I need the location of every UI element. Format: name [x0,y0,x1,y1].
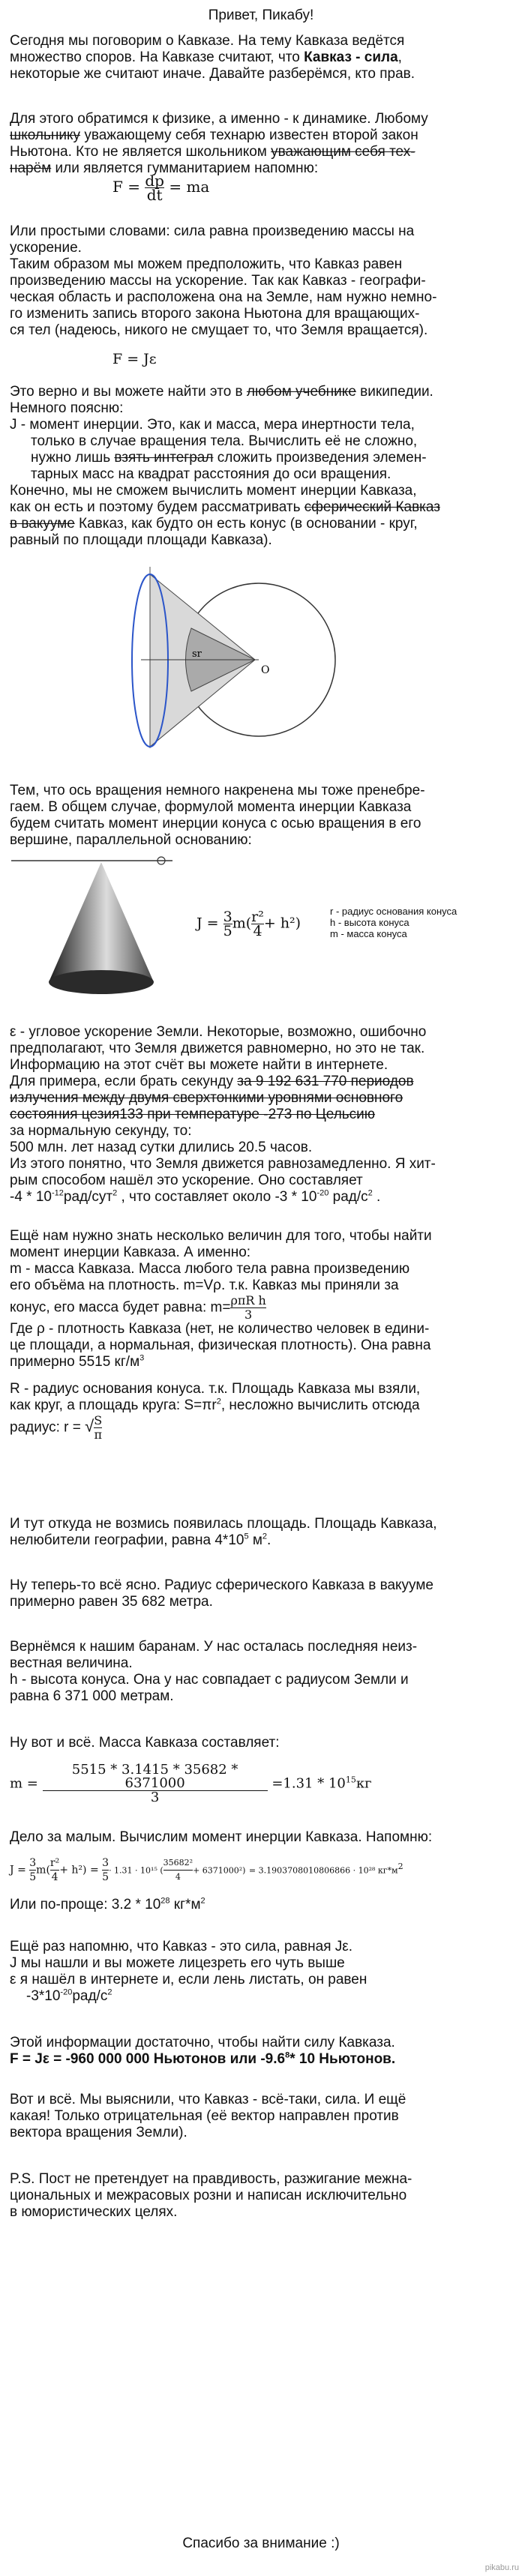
rotation-formula: F = Jε [112,351,157,367]
inertia-simple: Или по-проще: $3.2 * 10^{28}$ $кг*м^2$ [10,1896,206,1913]
conclusion-paragraph: Вот и всё. Мы выяснили, что Кавказ - всё-таки, сила. И ещё какая! Только отрицательная (её вектор направлен против вектора вращения Земли). [10,2092,406,2140]
reminder-paragraph: Ещё раз напомню, что Кавказ - это сила, равная Jε. J мы нашли и вы можете лицезреть его чуть выше ε я нашёл в интернете и, если лень листать, он равен $-3*10^{-20}рад/с^2$ [10,1939,368,2004]
physics-paragraph: Для этого обратимся к физике, а именно - к динамике. Любому школьнику уважающему себя технарю известен второй закон Ньютона. Кто не является школьником уважающим себя тех- нарём или является гумманитарием напомню: [10,111,428,176]
newton-law-formula: F = $\frac{dp}{dt}$ = ma [112,172,210,204]
mass-paragraph: Ещё нам нужно знать несколько величин для того, чтобы найти момент инерции Кавказа. А именно: m - масса Кавказа. Масса любого тела равна произведению его объёма на плотность. m=Vρ. т.к. Кавказ мы приняли за конус, его масса будет равна: m= $\frac{\text{ρπR h}}{3}$ Где ρ - плотность Кавказа (нет, не количество человек в едини- це площади, а нормальная, физическая плотность). Она равна примерно 5515 $кг/м^3$ R - радиус основания конуса. т.к. Площадь Кавказа мы взяли, как круг, а площадь круга: $S=\pi r^2$, несложно вычислить отсюда радиус: r = √ $\frac{S}{\pi}$ [10,1228,432,1442]
inertia-formula: J = $\frac{3}{5}$ m( $\frac{\text{r²}}{4}$ + h²) = $\frac{3}{5}$ · 1.31 · 10¹⁵ ( $\frac{\text{35682²}}{4}$ + 6371000²) = 3.1903708010806866 · 10²⁸ $кг*м^2$ [10,1857,404,1883]
height-paragraph: Вернёмся к нашим баранам. У нас осталась последняя неиз- вестная величина. h - высота конуса. Она у нас совпадает с радиусом Земли и равна 6 371 000 метрам. [10,1639,418,1704]
cone-inertia-formula: J = $\frac{3}{5}$ m( $\frac{\text{r²}}{4}$ + h²) [196,909,302,939]
inertia-result-paragraph: Дело за малым. Вычислим момент инерции Кавказа. Напомню: [10,1829,433,1845]
area-paragraph: И тут откуда не возмись появилась площадь. Площадь Кавказа, нелюбители географии, равна $4*10^5$ $м^2$. [10,1516,437,1548]
cone-formula-legend: r - радиус основания конуса h - высота конуса m - масса конуса [330,906,458,939]
cone-figure [8,855,180,1005]
earth-cone-diagram [120,561,345,756]
radius-paragraph: Ну теперь-то всё ясно. Радиус сферического Кавказа в вакууме примерно равен 35 682 метра. [10,1577,434,1610]
page-title: Привет, Пикабу! [208,7,314,23]
kavkaz-sila-bold: Кавказ - сила [304,49,398,65]
ps-paragraph: P.S. Пост не претендует на правдивость, разжигание межна- циональных и межрасовых розни и написан исключительно в юмористических целях. [10,2171,412,2220]
simple-words-paragraph: Или простыми словами: сила равна произведению массы на ускорение. Таким образом мы можем предположить, что Кавказ равен произведению массы на ускорение. Так как Кавказ - географи- ческая область и расположена она на Земле, нам нужно немно- го изменить запись второго закона Ньютона для вращающих- ся тел (надеюсь, никого не смущает то, что Земля вращается). [10,223,437,338]
intro-paragraph: Сегодня мы поговорим о Кавказе. На тему Кавказа ведётся множество споров. На Кавказе считают, что Кавказ - сила, некоторые же считают иначе. Давайте разберёмся, кто прав. [10,33,416,82]
fig-label-o: O [261,664,270,676]
axis-tilt-paragraph: Тем, что ось вращения немного накренена мы тоже пренебре- гаем. В общем случае, формулой момента инерции Кавказа будем считать момент инерции конуса с осью вращения в его вершине, параллельной основанию: [10,783,425,848]
pikabu-watermark: pikabu.ru [484,2563,519,2572]
result-paragraph: Этой информации достаточно, чтобы найти силу Кавказа. F = Jε = -960 000 000 Ньютонов или $-9.6^8*$ 10 Ньютонов. [10,2035,396,2067]
fig-label-sr: sr [192,648,202,660]
cone-base [49,970,154,994]
inertia-paragraph: Это верно и вы можете найти это в любом учебнике википедии. Немного поясню: J - момент инерции. Это, как и масса, мера инертности тела, только в случае вращения тела. Вычислить её не сложно, нужно лишь взять интеграл сложить произведения элемен- тарных масс на квадрат расстояния до оси вращения. Конечно, мы не сможем вычислить момент инерции Кавказа, как он есть и поэтому будем рассматривать сферический Кавказ в вакууме Кавказ, как будто он есть конус (в основании - круг, равный по площади площади Кавказа). [10,384,440,548]
angular-acceleration-paragraph: ε - угловое ускорение Земли. Некоторые, возможно, ошибочно предполагают, что Земля движется равномерно, но это не так. Информацию на этот счёт вы можете найти в интернете. Для примера, если брать секунду за 9 192 631 770 периодов излучения между двумя сверхтонкими уровнями основного состояния цезия133 при температуре -273 по Цельсию за нормальную секунду, то: 500 млн. лет назад сутки длились 20.5 часов. Из этого понятно, что Земля движется равнозамедленно. Я хит- рым способом нашёл это ускорение. Оно составляет $-4 * 10^{-12}рад/сут^2$ , что составляет около $-3 * 10^{-20}$ рад/$с^2$ . [10,1024,436,1205]
cone-shape [49,862,154,982]
mass-formula: m = $\frac{5515 * 3.1415 * 35682 * 6371000}{3}$ $=1.31 * 10^{15}кг$ [10,1762,372,1805]
thanks-text: Спасибо за внимание :) [182,2536,340,2551]
mass-result-paragraph: Ну вот и всё. Масса Кавказа составляет: [10,1735,280,1751]
